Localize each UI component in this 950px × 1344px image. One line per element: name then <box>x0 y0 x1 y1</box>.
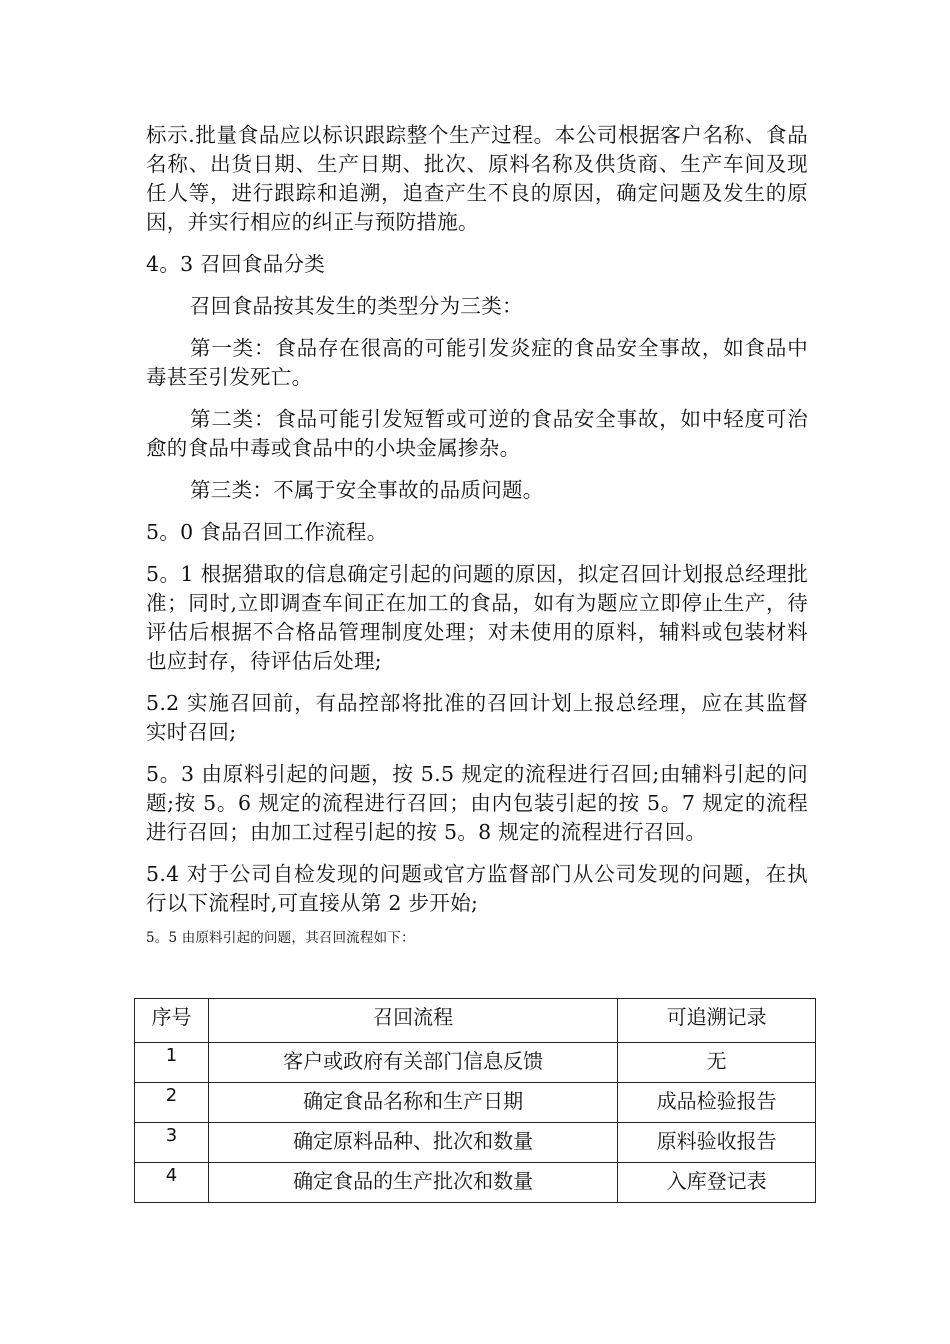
cell-record: 成品检验报告 <box>618 1083 816 1123</box>
paragraph-5-1: 5。1 根据猎取的信息确定引起的问题的原因，拟定召回计划报总经理批准；同时,立即调查车间正在加工的食品，如有为题应立即停止生产，待评估后根据不合格品管理制度处理；对未使用的原料，辅料或包装材料也应封存，待评估后处理; <box>146 562 808 673</box>
cell-process: 客户或政府有关部门信息反馈 <box>208 1043 617 1083</box>
table-row <box>135 1043 816 1083</box>
document-body <box>146 121 808 948</box>
cell-process: 确定食品名称和生产日期 <box>208 1083 617 1123</box>
cell-record: 入库登记表 <box>618 1163 816 1203</box>
paragraph-5-5: 5。5 由原料引起的问题，其召回流程如下： <box>146 930 415 946</box>
table-header-row <box>135 999 816 1043</box>
paragraph-5-2: 5.2 实施召回前，有品控部将批准的召回计划上报总经理，应在其监督实时召回; <box>146 691 808 744</box>
paragraph-traceability: 标示.批量食品应以标识跟踪整个生产过程。本公司根据客户名称、食品名称、出货日期、生产日期、批次、原料名称及供货商、生产车间及现任人等，进行跟踪和追溯，追查产生不良的原因，确定问题及发生的原因，并实行相应的纠正与预防措施。 <box>146 123 808 234</box>
header-process: 召回流程 <box>208 999 617 1043</box>
paragraph-class-3: 第三类：不属于安全事故的品质问题。 <box>190 478 544 502</box>
cell-process: 确定原料品种、批次和数量 <box>208 1123 617 1163</box>
header-record: 可追溯记录 <box>618 999 816 1043</box>
cell-process: 确定食品的生产批次和数量 <box>208 1163 617 1203</box>
heading-4-3: 4。3 召回食品分类 <box>146 252 326 276</box>
cell-seq: 1 <box>135 1043 209 1083</box>
cell-seq: 2 <box>135 1083 209 1123</box>
cell-record: 无 <box>618 1043 816 1083</box>
header-seq: 序号 <box>135 999 209 1043</box>
paragraph-class-2: 第二类：食品可能引发短暂或可逆的食品安全事故，如中轻度可治愈的食品中毒或食品中的小块金属掺杂。 <box>146 407 808 460</box>
paragraph-5-3: 5。3 由原料引起的问题，按 5.5 规定的流程进行召回;由辅料引起的问题;按 5。6 规定的流程进行召回；由内包装引起的按 5。7 规定的流程进行召回；由加工过程引起的按 5。8 规定的流程进行召回。 <box>146 762 808 844</box>
cell-seq: 3 <box>135 1123 209 1163</box>
cell-record: 原料验收报告 <box>618 1123 816 1163</box>
table-row <box>135 1163 816 1203</box>
paragraph-class-1: 第一类：食品存在很高的可能引发炎症的食品安全事故，如食品中毒甚至引发死亡。 <box>146 336 808 389</box>
cell-seq: 4 <box>135 1163 209 1203</box>
paragraph-5-4: 5.4 对于公司自检发现的问题或官方监督部门从公司发现的问题，在执行以下流程时,可直接从第 2 步开始; <box>146 862 808 915</box>
paragraph-recall-intro: 召回食品按其发生的类型分为三类： <box>190 294 523 318</box>
table-row <box>135 1083 816 1123</box>
table-row <box>135 1123 816 1163</box>
recall-process-table <box>134 998 816 1203</box>
heading-5-0: 5。0 食品召回工作流程。 <box>146 520 388 544</box>
